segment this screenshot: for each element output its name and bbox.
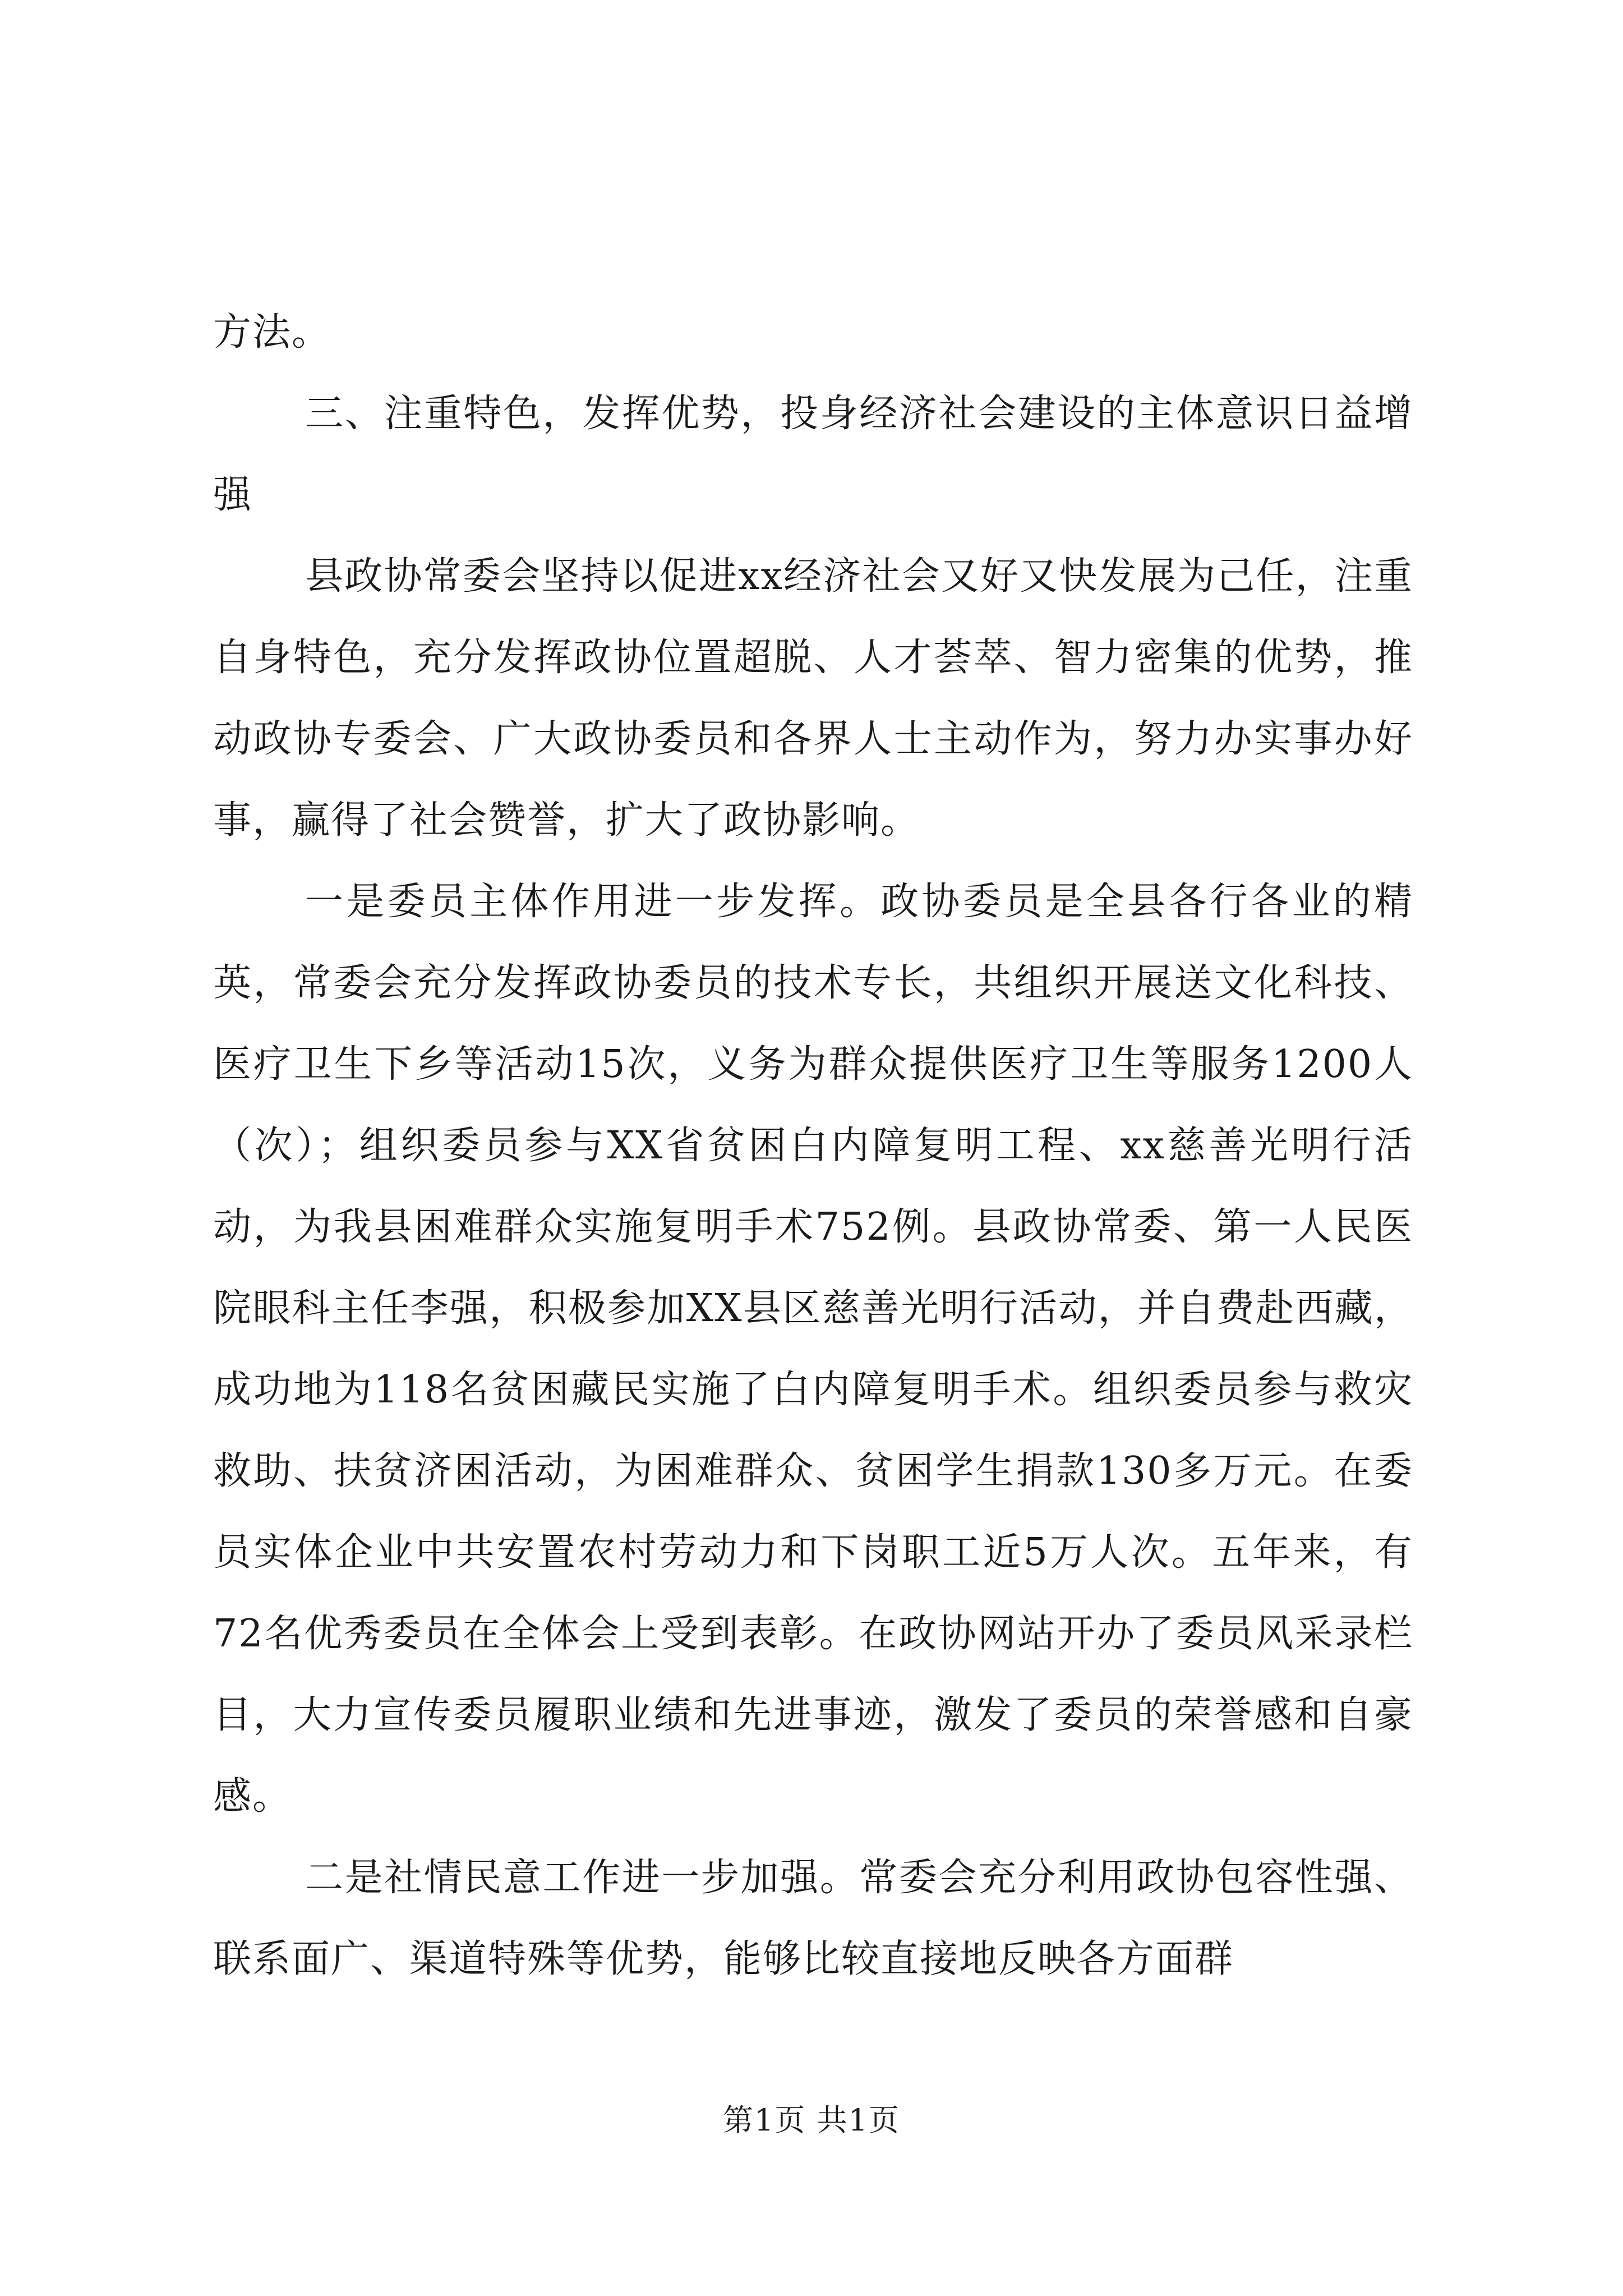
paragraph-public-opinion: 二是社情民意工作进一步加强。常委会充分利用政协包容性强、联系面广、渠道特殊等优势，能够比较直接地反映各方面群: [213, 1856, 1413, 1981]
page-footer: 第1页 共1页: [723, 2102, 900, 2138]
paragraph-continuation: 方法。: [213, 310, 331, 355]
document-body: [213, 292, 1413, 2000]
section-heading: 三、注重特色，发挥优势，投身经济社会建设的主体意识日益增强: [213, 392, 1413, 517]
paragraph-members-role: 一是委员主体作用进一步发挥。政协委员是全县各行各业的精英，常委会充分发挥政协委员的技术专长，共组织开展送文化科技、医疗卫生下乡等活动15次，义务为群众提供医疗卫生等服务1200人（次）；组织委员参与XX省贫困白内障复明工程、xx慈善光明行活动，为我县困难群众实施复明手术752例。县政协常委、第一人民医院眼科主任李强，积极参加XX县区慈善光明行活动，并自费赴西藏，成功地为118名贫困藏民实施了白内障复明手术。组织委员参与救灾救助、扶贫济困活动，为困难群众、贫困学生捐款130多万元。在委员实体企业中共安置农村劳动力和下岗职工近5万人次。五年来，有72名优秀委员在全体会上受到表彰。在政协网站开办了委员风采录栏目，大力宣传委员履职业绩和先进事迹，激发了委员的荣誉感和自豪感。: [213, 880, 1413, 1819]
paragraph-intro: 县政协常委会坚持以促进xx经济社会又好又快发展为己任，注重自身特色，充分发挥政协位置超脱、人才荟萃、智力密集的优势，推动政协专委会、广大政协委员和各界人士主动作为，努力办实事办好事，赢得了社会赞誉，扩大了政协影响。: [213, 554, 1413, 843]
